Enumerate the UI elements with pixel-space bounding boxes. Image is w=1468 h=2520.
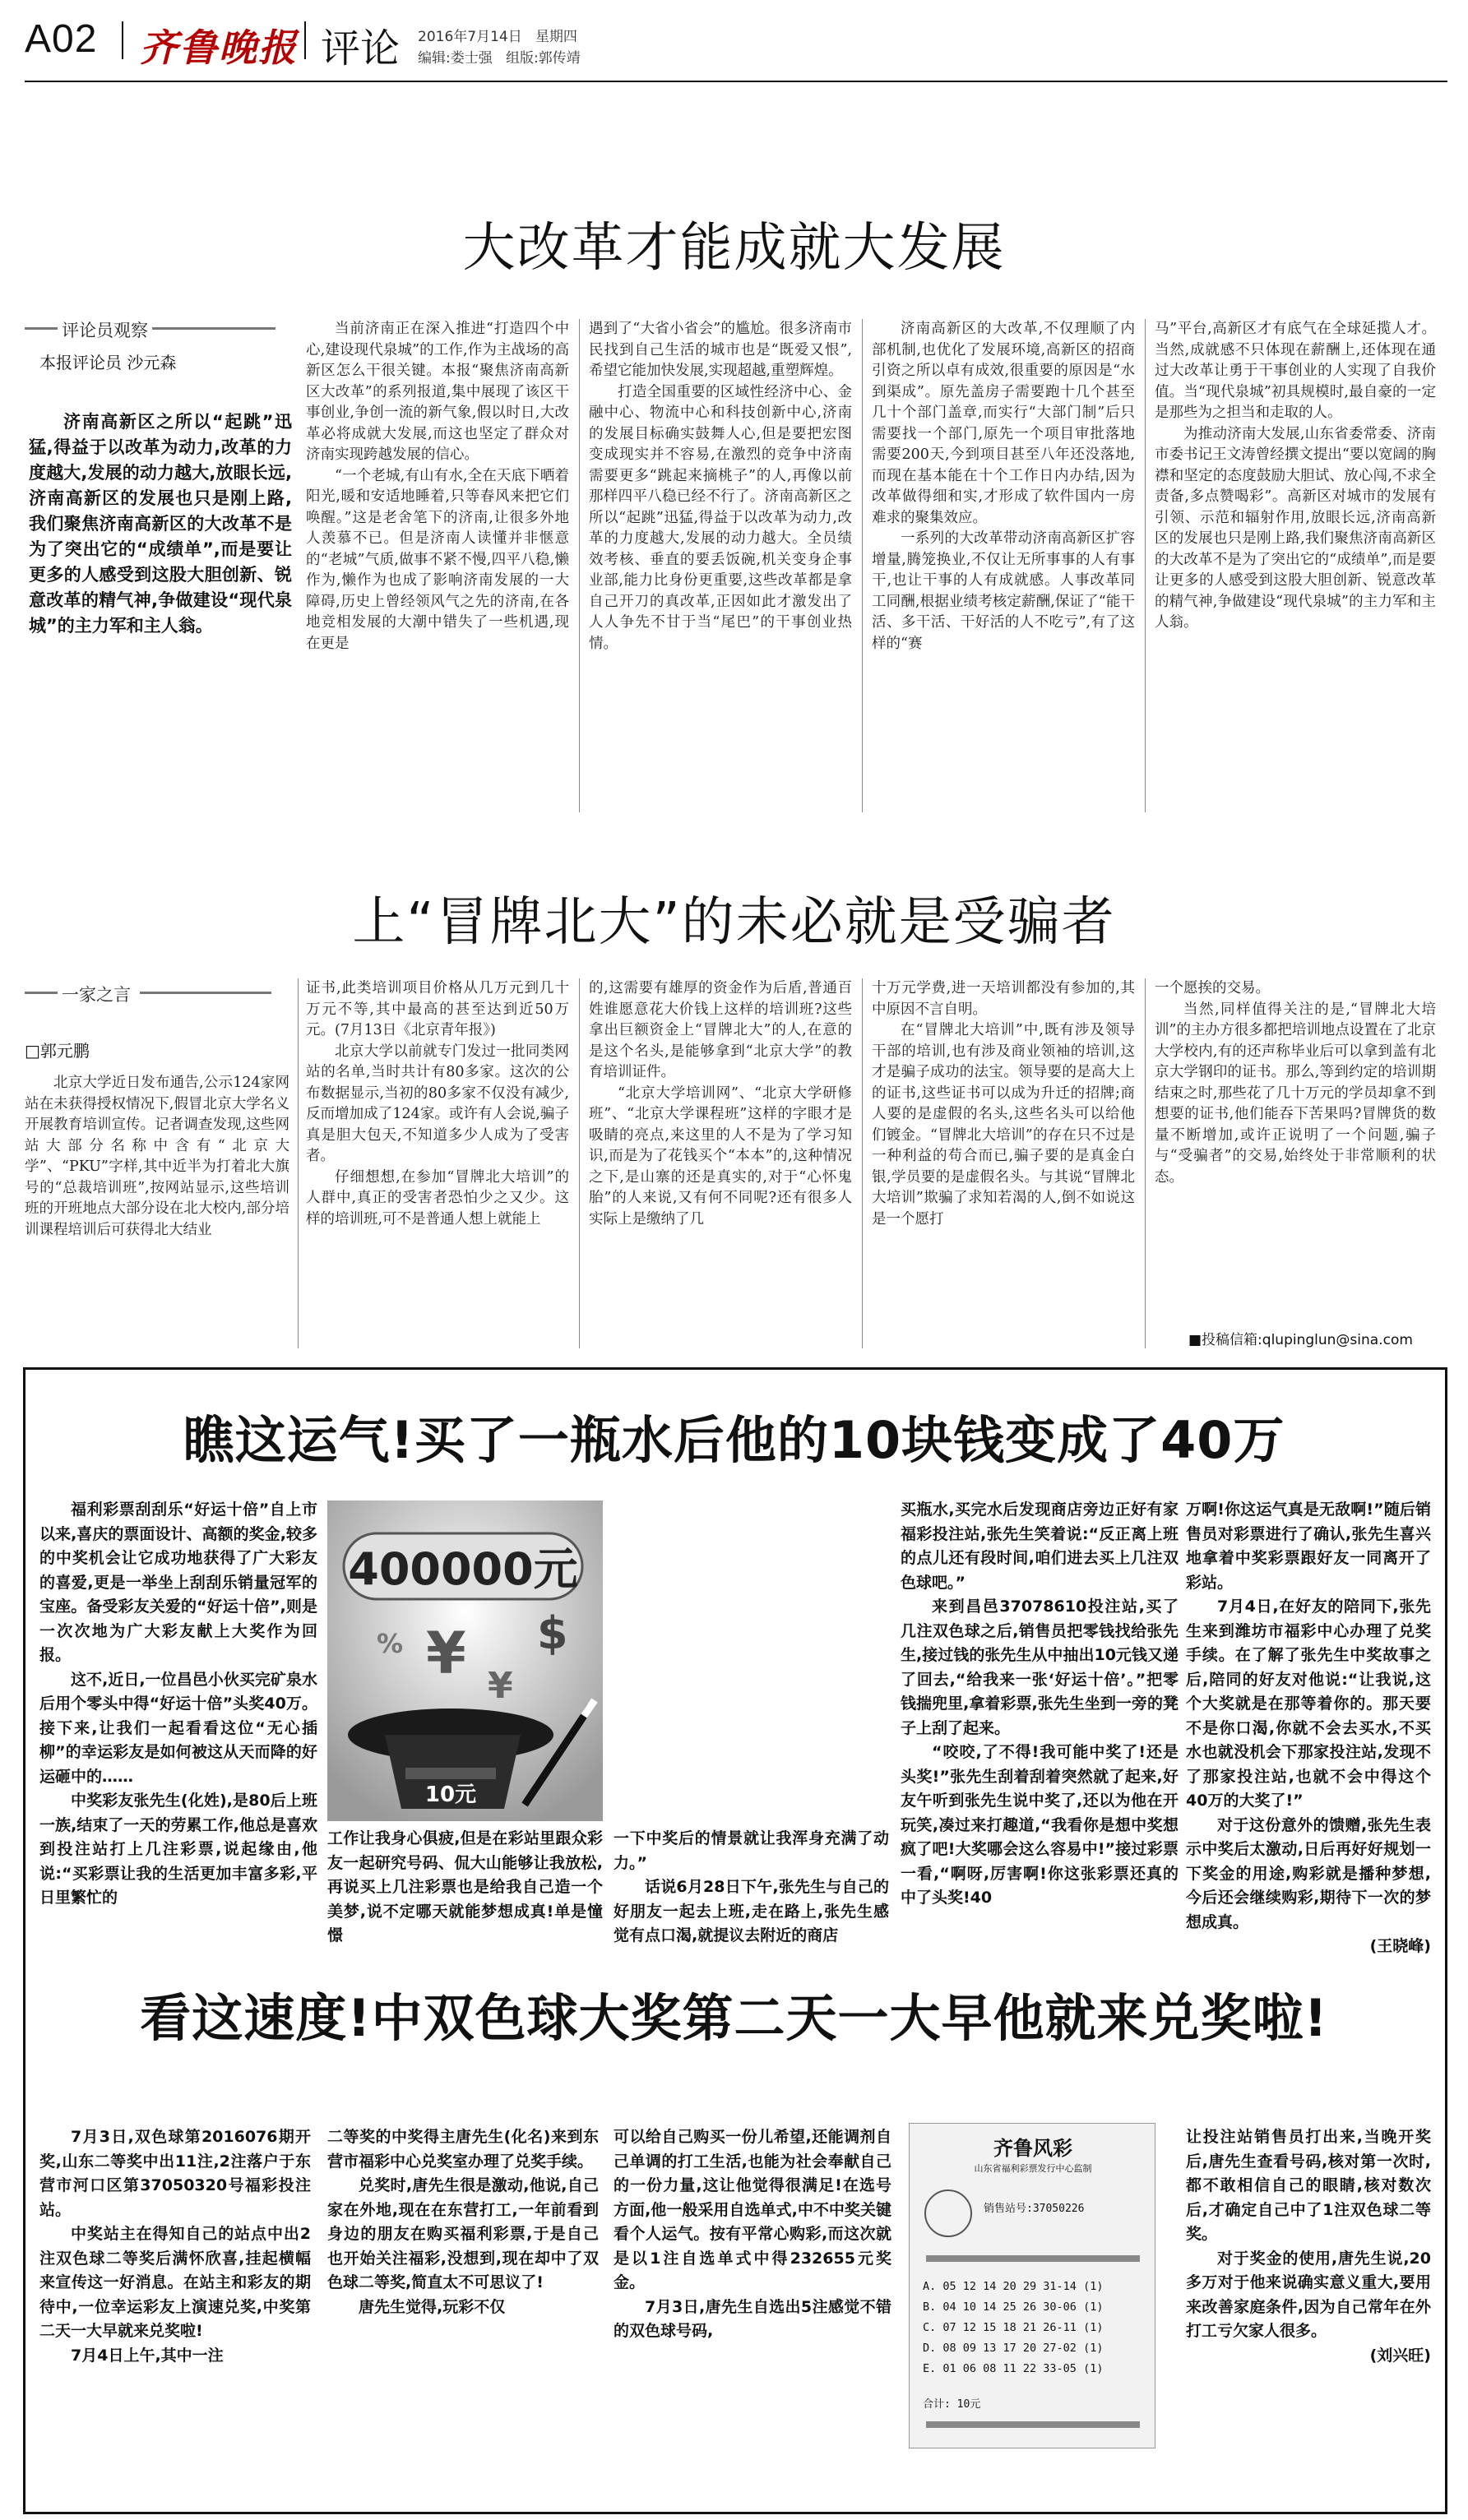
article1-column: 遇到了“大省小省会”的尴尬。很多济南市民找到自己生活的城市也是“既爱又恨”,希望它能加快发展,实现超越,重塑辉煌。 打造全国重要的区域性经济中心、金融中心、物流中心和科技创新中心,济南的发展目标确实鼓舞人心,但是要把宏图变成现实并不容易,在激烈的竞争中济南需要更多“跳起来摘桃子”的人,再像以前那样四平八稳已经不行了。济南高新区之所以“起跳”迅猛,得益于以改革为动力,改革的力度越大,发展的动力越大。全员绩效考核、垂直的要丢饭碗,机关变身企事业部,能力比身份更重要,这些改革都是拿自己开刀的真改革,正因如此才激发出了人人争先不甘于当“尾巴”的干事创业热情。 xyxy=(589,321,852,652)
article2-column: 十万元学费,进一天培训都没有参加的,其中原因不言自明。 在“冒牌北大培训”中,既有涉及领导干部的培训,也有涉及商业领袖的培训,这才是骗子成功的法宝。领导要的是高大上的证书,这些证书可以成为升迁的招牌;商人要的是虚假的名头,这些名头可以给他们镀金。“冒牌北大培训”的存在只不过是一种利益的苟合而已,骗子要的是真金白银,学员要的是虚假名头。与其说“冒牌北大培训”欺骗了求知若渴的人,倒不如说这是一个愿打 xyxy=(872,980,1135,1228)
lottery2-column: 二等奖的中奖得主唐先生(化名)来到东营市福彩中心兑奖室办理了兑奖手续。 兑奖时,唐先生很是激动,他说,自己家在外地,现在在东营打工,一年前看到身边的朋友在购买福利彩票,于是自己也开始关注福彩,没想到,现在却中了双色球二等奖,简直太不可思议了! 唐先生觉得,玩彩不仅 xyxy=(327,2128,599,2316)
lottery-ticket-image xyxy=(909,2123,1155,2448)
magic-hat-image xyxy=(327,1500,603,1821)
prize-banner-text: 400000元 xyxy=(348,1543,578,1595)
lottery2-headline: 看这速度!中双色球大奖第二天一大早他就来兑奖啦! xyxy=(140,1988,1328,2048)
dollar-symbol: $ xyxy=(537,1607,568,1659)
page-number: A02 xyxy=(25,17,98,61)
lottery2-column: 可以给自己购买一份儿希望,还能调剂自己单调的打工生活,也能为社会奉献自己的一份力量,这让他觉得很满足!在选号方面,他一般采用自选单式,中不中奖关键看个人运气。按有平常心购彩,而这次就是以1注自选单式中得232655元奖金。 7月3日,唐先生自选出5注感觉不错的双色球号码, xyxy=(614,2128,891,2340)
article1-column: 济南高新区的大改革,不仅理顺了内部机制,也优化了发展环境,高新区的招商引资之所以卓有成效,很重要的原因是“水到渠成”。原先盖房子需要跑十几个甚至几十个部门盖章,而实行“大部门制”后只需要找一个部门,原先一个项目审批落地需要200天,今到项目甚至八年还没落地,而现在基本能在十个工作日内办结,因为改革做得细和实,才形成了软件国内一房难求的聚集效应。 一系列的大改革带动济南高新区扩容增量,腾笼换业,不仅让无所事事的人有事干,也让干事的人有成就感。人事改革同工同酬,根据业绩考核定薪酬,保证了“能干活、多干活、干好活的人不吃亏”,有了这样的“赛 xyxy=(872,321,1135,652)
article2-column: 北京大学近日发布通告,公示124家网站在未获得授权情况下,假冒北京大学名义开展教育培训宣传。记者调查发现,这些网站大部分名称中含有“北京大学”、“PKU”字样,其中近半为打着北大旗号的“总裁培训班”,按网站显示,这些培训班的开班地点大部分设在北大校内,部分培训课程培训后可获得北大结业 xyxy=(25,1075,289,1238)
masthead-rule xyxy=(25,81,1447,82)
ticket-issuer: 山东省福利彩票发行中心监制 xyxy=(974,2163,1092,2174)
editor-credits: 编辑:娄士强 组版:郭传靖 xyxy=(418,50,581,67)
article2-column: 的,这需要有雄厚的资金作为后盾,普通百姓谁愿意花大价钱上这样的培训班?这些拿出巨额资金上“冒牌北大”的人,在意的是这个名头,是能够拿到“北京大学”的教育培训证件。 “北京大学培训网”、“北京大学研修班”、“北京大学课程班”这样的字眼才是吸睛的亮点,来这里的人不是为了学习知识,而是为了花钱买个“本本”的,这种情况之下,是山寨的还是真实的,对于“心怀鬼胎”的人来说,又有何不同呢?还有很多人实际上是缴纳了几 xyxy=(589,980,852,1228)
ticket-seal-icon xyxy=(924,2189,972,2237)
lottery1-column: 一下中奖后的情景就让我浑身充满了动力。” 话说6月28日下午,张先生与自己的好朋友一起去上班,走在路上,张先生感觉有点口渴,就提议去附近的商店 xyxy=(614,1829,889,1944)
yen-symbol: ¥ xyxy=(426,1620,466,1687)
article1-column: 马”平台,高新区才有底气在全球延揽人才。当然,成就感不只体现在薪酬上,还体现在通过大改革让勇于干事创业的人实现了自我价值。当“现代泉城”初具规模时,最自豪的一定是那些为之担当和走取的人。 为推动济南大发展,山东省委常委、济南市委书记王文涛曾经撰文提出“要以宽阔的胸襟和坚定的态度鼓励大胆试、放心闯,不求全责备,多点赞喝彩”。高新区对城市的发展有引领、示范和辐射作用,放眼长远,济南高新区的发展也只是刚上路,我们聚焦济南高新区的大改革不是为了突出它的“成绩单”,而是要让更多的人感受到这股大胆创新、锐意改革的精气神,争做建设“现代泉城”的主力军和主人翁。 xyxy=(1155,321,1436,631)
column-rule xyxy=(862,978,863,1348)
tag-bar xyxy=(25,327,58,330)
section-title: 评论 xyxy=(321,25,401,72)
lottery2-column: 7月3日,双色球第2016076期开奖,山东二等奖中出11注,2注落户于东营市河口区第37050320号福彩投注站。 中奖站主在得知自己的站点中出2注双色球二等奖后满怀欣喜,挂起横幅来宣传这一好消息。在站主和彩友的期待中,一位幸运彩友上演速兑奖,中奖第二天一大早就来兑奖啦! 7月4日上午,其中一注 xyxy=(39,2128,311,2365)
article2-column: 证书,此类培训项目价格从几万元到几十万元不等,其中最高的甚至达到近50万元。(7月13日《北京青年报》) 北京大学以前就专门发过一批同类网站的名单,当时共计有80多家。这次的公布数据显示,当初的80多家不仅没有减少,反而增加成了124家。或许有人会说,骗子真是胆大包天,不知道多少人成为了受害者。 仔细想想,在参加“冒牌北大培训”的人群中,真正的受害者恐怕少之又少。这样的培训班,可不是普通人想上就能上 xyxy=(306,980,569,1228)
ticket-numbers: A. 05 12 14 20 29 31-14 (1) B. 04 10 14 25 26 30-06 (1) C. 07 12 15 18 21 26-11 (1) D. 08 09 13 17 20 27-02 (1) E. 01 06 08 11 22 33-05 (1) xyxy=(923,2280,1104,2375)
percent-symbol: % xyxy=(377,1628,404,1659)
ticket-station: 销售站号:37050226 xyxy=(984,2203,1085,2215)
article1-headline: 大改革才能成就大发展 xyxy=(462,218,1006,279)
lottery2-column: 让投注站销售员打出来,当晚开奖后,唐先生查看号码,核对第一次时,都不敢相信自己的眼睛,核对数次后,才确定自己中了1注双色球二等奖。 对于奖金的使用,唐先生说,20多万对于他来说确实意义重大,要用来改善家庭条件,因为自己常年在外打工亏欠家人很多。 (刘兴旺) xyxy=(1186,2128,1431,2365)
column-rule xyxy=(862,319,863,812)
column-rule xyxy=(298,978,299,1348)
article2-byline: □郭元鹏 xyxy=(25,1041,90,1061)
column-rule xyxy=(579,319,580,812)
article2-column: 一个愿挨的交易。 当然,同样值得关注的是,“冒牌北大培训”的主办方很多都把培训地点设置在了北京大学校内,有的还声称毕业后可以拿到盖有北京大学钢印的证书。那么,等到约定的培训期结束之时,那些花了几十万元的学员却拿不到想要的证书,他们能吞下苦果吗?冒牌货的数量不断增加,或许正说明了一个问题,骗子与“受骗者”的交易,始终处于非常顺利的状态。 xyxy=(1155,980,1436,1186)
ticket-barcode xyxy=(926,2421,1140,2428)
tag-bar xyxy=(152,327,276,330)
tag-bar xyxy=(25,992,58,994)
article2-tag: 一家之言 xyxy=(62,985,131,1005)
lottery1-column: 万啊!你这运气真是无敌啊!”随后销售员对彩票进行了确认,张先生喜兴地拿着中奖彩票跟好友一同离开了彩站。 7月4日,在好友的陪同下,张先生来到潍坊市福彩中心办理了兑奖手续。在了解了张先生中奖故事之后,陪同的好友对他说:“让我说,这个大奖就是在那等着你的。那天要不是你口渴,你就不会去买水,不买水也就没机会下那家投注站,发现不了那家投注站,也就不会中得这个40万的大奖了!” 对于这份意外的馈赠,张先生表示中奖后太激动,日后再好好规划一下奖金的用途,购彩就是播种梦想,今后还会继续购彩,期待下一次的梦想成真。 (王晓峰) xyxy=(1186,1500,1431,1955)
article1-byline: 本报评论员 沙元森 xyxy=(39,353,177,372)
ticket-barcode xyxy=(926,2255,1140,2262)
lottery1-headline: 瞧这运气!买了一瓶水后他的10块钱变成了40万 xyxy=(183,1410,1285,1470)
article1-tag: 评论员观察 xyxy=(62,321,148,340)
article2-headline: 上“冒牌北大”的未必就是受骗者 xyxy=(352,892,1116,953)
lottery1-column: 福利彩票刮刮乐“好运十倍”自上市以来,喜庆的票面设计、高额的奖金,较多的中奖机会让它成功地获得了广大彩友的喜爱,更是一举坐上刮刮乐销量冠军的宝座。备受彩友关爱的“好运十倍”,则是一次次地为广大彩友献上大奖作为回报。 这不,近日,一位昌邑小伙买完矿泉水后用个零头中得“好运十倍”头奖40万。接下来,让我们一起看看这位“无心插柳”的幸运彩友是如何被这从天而降的好运砸中的…… 中奖彩友张先生(化姓),是80后上班一族,结束了一天的劳累工作,他总是喜欢到投注站打上几注彩票,说起缘由,他说:“买彩票让我的生活更加丰富多彩,平日里繁忙的 xyxy=(39,1500,317,1907)
ticket-title: 齐鲁风彩 xyxy=(993,2137,1072,2160)
column-rule xyxy=(1145,978,1146,1348)
ten-yuan-note: 10元 xyxy=(424,1782,477,1807)
article1-lead: 济南高新区之所以“起跳”迅猛,得益于以改革为动力,改革的力度越大,发展的动力越大,放眼长远,济南高新区的发展也只是刚上路,我们聚焦济南高新区的大改革不是为了突出它的“成绩单”,而是要让更多的人感受到这股大胆创新、锐意改革的精气神,争做建设“现代泉城”的主力军和主人翁。 xyxy=(29,412,292,636)
article1-column: 当前济南正在深入推进“打造四个中心,建设现代泉城”的工作,作为主战场的高新区怎么干很关键。本报“聚焦济南高新区大改革”的系列报道,集中展现了该区干事创业,争创一流的新气象,假以时日,大改革必将成就大发展,而这也坚定了群众对济南实现跨越发展的信心。 “一个老城,有山有水,全在天底下晒着阳光,暖和安适地睡着,只等春风来把它们唤醒。”这是老舍笔下的济南,让很多外地人羡慕不已。但是济南人读懂并非惬意的“老城”气质,做事不紧不慢,四平八稳,懒作为,懒作为也成了影响济南发展的一大障碍,历史上曾经领风气之先的济南,在各地竞相发展的大潮中错失了一些机遇,现在更是 xyxy=(306,321,569,652)
issue-date: 2016年7月14日 星期四 xyxy=(418,29,577,45)
masthead xyxy=(25,16,1447,74)
submission-email: ■投稿信箱:qlupinglun@sina.com xyxy=(1188,1332,1413,1348)
lottery1-column: 工作让我身心俱疲,但是在彩站里跟众彩友一起研究号码、侃大山能够让我放松,再说买上几注彩票也是给我自己造一个美梦,说不定哪天就能梦想成真!单是憧憬 xyxy=(327,1829,603,1944)
masthead-divider xyxy=(122,21,123,59)
ticket-total: 合计: 10元 xyxy=(923,2398,981,2411)
masthead-divider xyxy=(304,21,306,59)
lottery1-column: 买瓶水,买完水后发现商店旁边正好有家福彩投注站,张先生笑着说:“反正离上班的点儿还有段时间,咱们进去买上几注双色球吧。” 来到昌邑37078610投注站,买了几注双色球之后,销售员把零钱找给张先生,接过钱的张先生从中抽出10元钱又递了回去,“给我来一张‘好运十倍’。”把零钱揣兜里,拿着彩票,张先生坐到一旁的凳子上刮了起来。 “咬咬,了不得!我可能中奖了!还是头奖!”张先生刮着刮着突然就了起来,好友午听到张先生说中奖了,还以为他在开玩笑,凑过来打趣道,“我看你是想中奖想疯了吧!大奖哪会这么容易中!”接过彩票一看,“啊呀,厉害啊!你这张彩票还真的中了头奖!40 xyxy=(901,1500,1179,1907)
yen-symbol: ¥ xyxy=(488,1665,513,1707)
tag-bar xyxy=(140,992,271,994)
column-rule xyxy=(579,978,580,1348)
paper-logo: 齐鲁晚报 xyxy=(140,25,298,70)
column-rule xyxy=(1145,319,1146,812)
